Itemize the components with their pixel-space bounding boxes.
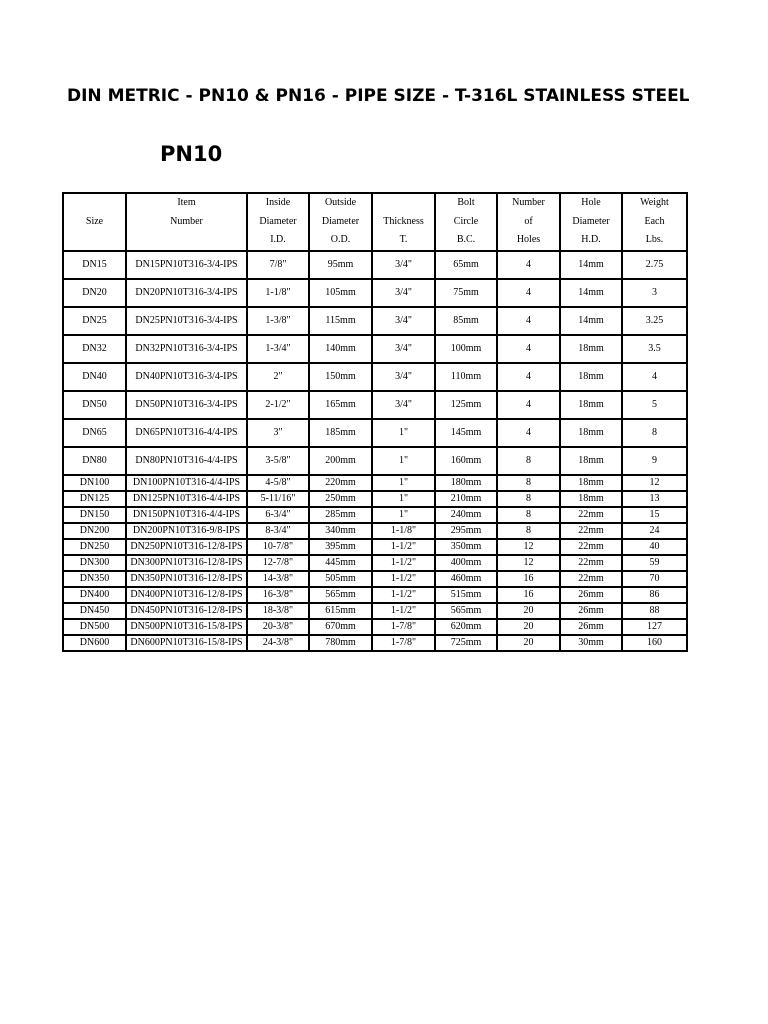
header-row bbox=[63, 193, 687, 251]
table-row bbox=[63, 363, 687, 391]
table-cell: 125mm bbox=[435, 391, 497, 419]
table-cell: 22mm bbox=[560, 523, 622, 539]
table-row bbox=[63, 507, 687, 523]
table-cell: 8-3/4" bbox=[247, 523, 309, 539]
table-cell: 4 bbox=[497, 279, 560, 307]
table-cell: 2" bbox=[247, 363, 309, 391]
table-cell: 8 bbox=[497, 491, 560, 507]
column-header-line: Each bbox=[644, 215, 665, 227]
table-cell: 180mm bbox=[435, 475, 497, 491]
table-cell: 1-1/2" bbox=[372, 571, 435, 587]
table-row bbox=[63, 587, 687, 603]
table-cell: 250mm bbox=[309, 491, 372, 507]
table-cell: DN32 bbox=[63, 335, 126, 363]
table-cell: 1-1/2" bbox=[372, 539, 435, 555]
table-cell: DN65PN10T316-4/4-IPS bbox=[126, 419, 247, 447]
table-cell: 7/8" bbox=[247, 251, 309, 279]
table-cell: 26mm bbox=[560, 619, 622, 635]
table-cell: DN15PN10T316-3/4-IPS bbox=[126, 251, 247, 279]
table-row bbox=[63, 571, 687, 587]
table-cell: 1-7/8" bbox=[372, 635, 435, 651]
table-row bbox=[63, 251, 687, 279]
column-header-line: B.C. bbox=[456, 234, 476, 245]
table-cell: 1-1/2" bbox=[372, 587, 435, 603]
table-cell: 65mm bbox=[435, 251, 497, 279]
column-header-line: Diameter bbox=[321, 215, 360, 227]
table-cell: DN200 bbox=[63, 523, 126, 539]
column-header-line: of bbox=[524, 215, 533, 227]
table-cell: 445mm bbox=[309, 555, 372, 571]
table-row bbox=[63, 635, 687, 651]
table-cell: 285mm bbox=[309, 507, 372, 523]
column-header-line: I.D. bbox=[270, 234, 286, 245]
column-header-line: Thickness bbox=[383, 215, 424, 227]
table-cell: DN150 bbox=[63, 507, 126, 523]
table-cell: 86 bbox=[622, 587, 687, 603]
table-cell: 240mm bbox=[435, 507, 497, 523]
table-cell: DN40 bbox=[63, 363, 126, 391]
table-cell: 8 bbox=[497, 507, 560, 523]
table-cell: 12 bbox=[622, 475, 687, 491]
column-header-line bbox=[65, 194, 124, 213]
table-cell: 3/4" bbox=[372, 251, 435, 279]
table-cell: 22mm bbox=[560, 555, 622, 571]
table-cell: 115mm bbox=[309, 307, 372, 335]
column-header-line: Holes bbox=[516, 234, 541, 245]
table-cell: 20 bbox=[497, 635, 560, 651]
table-cell: 14mm bbox=[560, 251, 622, 279]
table-cell: DN50 bbox=[63, 391, 126, 419]
table-cell: 110mm bbox=[435, 363, 497, 391]
table-cell: DN125 bbox=[63, 491, 126, 507]
table-cell: 3.5 bbox=[622, 335, 687, 363]
table-cell: 15 bbox=[622, 507, 687, 523]
table-cell: 22mm bbox=[560, 539, 622, 555]
table-cell: 8 bbox=[497, 447, 560, 475]
table-cell: 12 bbox=[497, 539, 560, 555]
table-cell: DN400PN10T316-12/8-IPS bbox=[126, 587, 247, 603]
table-cell: 10-7/8" bbox=[247, 539, 309, 555]
table-cell: DN600PN10T316-15/8-IPS bbox=[126, 635, 247, 651]
table-cell: 1-7/8" bbox=[372, 619, 435, 635]
document-title: DIN METRIC - PN10 & PN16 - PIPE SIZE - T-316L STAINLESS STEEL bbox=[67, 86, 690, 106]
table-cell: 210mm bbox=[435, 491, 497, 507]
table-cell: DN32PN10T316-3/4-IPS bbox=[126, 335, 247, 363]
table-cell: 1-3/4" bbox=[247, 335, 309, 363]
table-cell: DN125PN10T316-4/4-IPS bbox=[126, 491, 247, 507]
table-cell: 3/4" bbox=[372, 391, 435, 419]
column-header bbox=[435, 193, 497, 251]
table-cell: 40 bbox=[622, 539, 687, 555]
table-cell: 565mm bbox=[309, 587, 372, 603]
column-header-line: Number bbox=[170, 215, 203, 227]
table-cell: DN250 bbox=[63, 539, 126, 555]
column-header-line: Item bbox=[177, 197, 196, 208]
table-cell: 3.25 bbox=[622, 307, 687, 335]
table-cell: 85mm bbox=[435, 307, 497, 335]
table-cell: DN400 bbox=[63, 587, 126, 603]
table-cell: 3 bbox=[622, 279, 687, 307]
table-row bbox=[63, 603, 687, 619]
table-cell: 4 bbox=[497, 307, 560, 335]
table-cell: 100mm bbox=[435, 335, 497, 363]
table-cell: 18mm bbox=[560, 475, 622, 491]
table-row bbox=[63, 523, 687, 539]
table-cell: 1" bbox=[372, 491, 435, 507]
table-cell: 12-7/8" bbox=[247, 555, 309, 571]
table-cell: 3-5/8" bbox=[247, 447, 309, 475]
table-cell: 3/4" bbox=[372, 335, 435, 363]
table-cell: 4 bbox=[497, 251, 560, 279]
column-header bbox=[309, 193, 372, 251]
table-cell: DN600 bbox=[63, 635, 126, 651]
table-cell: 18mm bbox=[560, 447, 622, 475]
table-row bbox=[63, 475, 687, 491]
table-cell: DN20 bbox=[63, 279, 126, 307]
table-cell: 20 bbox=[497, 619, 560, 635]
table-cell: 26mm bbox=[560, 587, 622, 603]
table-cell: 295mm bbox=[435, 523, 497, 539]
table-cell: 615mm bbox=[309, 603, 372, 619]
table-cell: DN450PN10T316-12/8-IPS bbox=[126, 603, 247, 619]
table-cell: DN50PN10T316-3/4-IPS bbox=[126, 391, 247, 419]
column-header bbox=[247, 193, 309, 251]
table-row bbox=[63, 555, 687, 571]
column-header-line: H.D. bbox=[581, 234, 601, 245]
table-row bbox=[63, 491, 687, 507]
table-cell: 4-5/8" bbox=[247, 475, 309, 491]
column-header-line: Number bbox=[512, 197, 545, 208]
table-cell: 8 bbox=[497, 475, 560, 491]
table-cell: 18-3/8" bbox=[247, 603, 309, 619]
table-cell: DN80 bbox=[63, 447, 126, 475]
table-cell: DN300PN10T316-12/8-IPS bbox=[126, 555, 247, 571]
table-cell: DN150PN10T316-4/4-IPS bbox=[126, 507, 247, 523]
table-cell: DN450 bbox=[63, 603, 126, 619]
table-cell: 105mm bbox=[309, 279, 372, 307]
table-cell: 515mm bbox=[435, 587, 497, 603]
column-header bbox=[372, 193, 435, 251]
table-cell: 20 bbox=[497, 603, 560, 619]
table-cell: 1" bbox=[372, 419, 435, 447]
table-cell: 620mm bbox=[435, 619, 497, 635]
table-cell: 88 bbox=[622, 603, 687, 619]
table-cell: 4 bbox=[497, 391, 560, 419]
table-body bbox=[63, 251, 687, 651]
table-cell: 460mm bbox=[435, 571, 497, 587]
column-header-line: Size bbox=[85, 215, 104, 227]
table-cell: 1" bbox=[372, 475, 435, 491]
table-cell: 75mm bbox=[435, 279, 497, 307]
table-cell: 18mm bbox=[560, 363, 622, 391]
table-cell: 350mm bbox=[435, 539, 497, 555]
column-header-line bbox=[128, 231, 245, 250]
table-cell: 14mm bbox=[560, 279, 622, 307]
table-cell: 16 bbox=[497, 571, 560, 587]
table-cell: 2.75 bbox=[622, 251, 687, 279]
table-cell: 13 bbox=[622, 491, 687, 507]
table-cell: 70 bbox=[622, 571, 687, 587]
table-cell: 16-3/8" bbox=[247, 587, 309, 603]
table-cell: DN350PN10T316-12/8-IPS bbox=[126, 571, 247, 587]
table-cell: 26mm bbox=[560, 603, 622, 619]
table-cell: 150mm bbox=[309, 363, 372, 391]
table-cell: 340mm bbox=[309, 523, 372, 539]
table-cell: 22mm bbox=[560, 507, 622, 523]
table-cell: 3/4" bbox=[372, 363, 435, 391]
table-cell: DN100 bbox=[63, 475, 126, 491]
table-cell: DN20PN10T316-3/4-IPS bbox=[126, 279, 247, 307]
table-row bbox=[63, 335, 687, 363]
column-header-line: Inside bbox=[265, 197, 291, 208]
table-cell: DN300 bbox=[63, 555, 126, 571]
table-cell: 14mm bbox=[560, 307, 622, 335]
table-cell: DN65 bbox=[63, 419, 126, 447]
table-cell: 1" bbox=[372, 507, 435, 523]
table-row bbox=[63, 619, 687, 635]
table-cell: 165mm bbox=[309, 391, 372, 419]
table-row bbox=[63, 307, 687, 335]
table-cell: DN500 bbox=[63, 619, 126, 635]
column-header bbox=[126, 193, 247, 251]
table-cell: 18mm bbox=[560, 491, 622, 507]
column-header-line: T. bbox=[399, 234, 408, 245]
table-cell: 145mm bbox=[435, 419, 497, 447]
table-cell: 220mm bbox=[309, 475, 372, 491]
table-header bbox=[63, 193, 687, 251]
column-header-line: Bolt bbox=[457, 197, 475, 208]
table-cell: 670mm bbox=[309, 619, 372, 635]
table-cell: 24 bbox=[622, 523, 687, 539]
table-cell: 160mm bbox=[435, 447, 497, 475]
table-cell: 16 bbox=[497, 587, 560, 603]
table-cell: 95mm bbox=[309, 251, 372, 279]
table-cell: 400mm bbox=[435, 555, 497, 571]
table-cell: DN40PN10T316-3/4-IPS bbox=[126, 363, 247, 391]
table-cell: 5-11/16" bbox=[247, 491, 309, 507]
table-cell: 4 bbox=[497, 363, 560, 391]
table-row bbox=[63, 539, 687, 555]
table-cell: 1-1/8" bbox=[247, 279, 309, 307]
table-cell: 1-1/2" bbox=[372, 603, 435, 619]
column-header bbox=[622, 193, 687, 251]
table-cell: 30mm bbox=[560, 635, 622, 651]
table-cell: 1-1/8" bbox=[372, 523, 435, 539]
table-cell: 140mm bbox=[309, 335, 372, 363]
table-cell: 160 bbox=[622, 635, 687, 651]
table-row bbox=[63, 391, 687, 419]
column-header-line: O.D. bbox=[330, 234, 351, 245]
table-cell: 3/4" bbox=[372, 279, 435, 307]
section-title: PN10 bbox=[160, 142, 223, 166]
table-cell: 5 bbox=[622, 391, 687, 419]
table-cell: 200mm bbox=[309, 447, 372, 475]
table-cell: 1-3/8" bbox=[247, 307, 309, 335]
table-row bbox=[63, 279, 687, 307]
table-cell: 3" bbox=[247, 419, 309, 447]
column-header-line: Diameter bbox=[572, 215, 610, 227]
table-cell: 9 bbox=[622, 447, 687, 475]
column-header-line: Diameter bbox=[259, 215, 297, 227]
table-cell: 725mm bbox=[435, 635, 497, 651]
table-cell: 395mm bbox=[309, 539, 372, 555]
table-cell: 4 bbox=[622, 363, 687, 391]
table-cell: DN500PN10T316-15/8-IPS bbox=[126, 619, 247, 635]
table-cell: 2-1/2" bbox=[247, 391, 309, 419]
table-cell: 6-3/4" bbox=[247, 507, 309, 523]
table-cell: 18mm bbox=[560, 391, 622, 419]
table-cell: 14-3/8" bbox=[247, 571, 309, 587]
column-header-line: Outside bbox=[324, 197, 357, 208]
table-cell: 1-1/2" bbox=[372, 555, 435, 571]
table-cell: DN250PN10T316-12/8-IPS bbox=[126, 539, 247, 555]
table-cell: 780mm bbox=[309, 635, 372, 651]
table-cell: 8 bbox=[497, 523, 560, 539]
table-cell: 22mm bbox=[560, 571, 622, 587]
table-cell: 18mm bbox=[560, 419, 622, 447]
flange-spec-table bbox=[62, 192, 688, 652]
table-cell: DN25 bbox=[63, 307, 126, 335]
column-header-line: Lbs. bbox=[645, 234, 664, 245]
table-cell: 505mm bbox=[309, 571, 372, 587]
table-cell: 3/4" bbox=[372, 307, 435, 335]
column-header-line bbox=[65, 231, 124, 250]
column-header-line: Circle bbox=[453, 215, 479, 227]
column-header bbox=[497, 193, 560, 251]
table-cell: DN15 bbox=[63, 251, 126, 279]
table-cell: 565mm bbox=[435, 603, 497, 619]
column-header-line: Hole bbox=[581, 197, 601, 208]
table-cell: 59 bbox=[622, 555, 687, 571]
table-cell: DN350 bbox=[63, 571, 126, 587]
table-row bbox=[63, 419, 687, 447]
table-cell: 4 bbox=[497, 419, 560, 447]
column-header-line: Weight bbox=[640, 197, 669, 208]
table-cell: 8 bbox=[622, 419, 687, 447]
table-cell: DN25PN10T316-3/4-IPS bbox=[126, 307, 247, 335]
column-header bbox=[560, 193, 622, 251]
table-cell: 1" bbox=[372, 447, 435, 475]
table-cell: 127 bbox=[622, 619, 687, 635]
table-cell: 18mm bbox=[560, 335, 622, 363]
table-cell: DN200PN10T316-9/8-IPS bbox=[126, 523, 247, 539]
column-header-line bbox=[374, 194, 433, 213]
table-cell: DN80PN10T316-4/4-IPS bbox=[126, 447, 247, 475]
table-cell: 24-3/8" bbox=[247, 635, 309, 651]
column-header bbox=[63, 193, 126, 251]
table-cell: DN100PN10T316-4/4-IPS bbox=[126, 475, 247, 491]
table-row bbox=[63, 447, 687, 475]
table-cell: 12 bbox=[497, 555, 560, 571]
table-cell: 4 bbox=[497, 335, 560, 363]
table-cell: 185mm bbox=[309, 419, 372, 447]
table-cell: 20-3/8" bbox=[247, 619, 309, 635]
